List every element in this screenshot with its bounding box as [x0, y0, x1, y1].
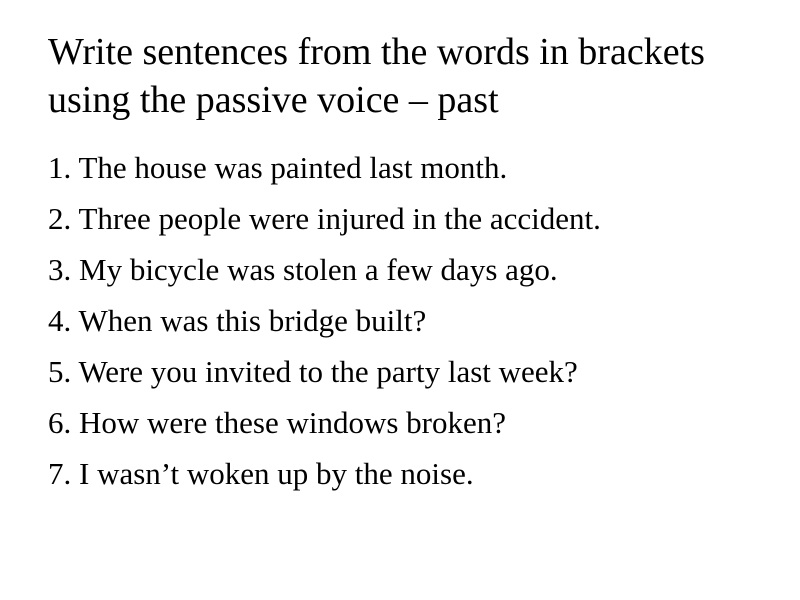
sentence-item-3: 3. My bicycle was stolen a few days ago.: [48, 252, 558, 287]
slide-title: Write sentences from the words in brackets using the passive voice – past: [48, 31, 705, 121]
sentence-list: [48, 142, 778, 499]
sentence-item-2: 2. Three people were injured in the accident.: [48, 201, 601, 236]
sentence-item-1: 1. The house was painted last month.: [48, 150, 508, 185]
sentence-item-6: 6. How were these windows broken?: [48, 405, 506, 440]
sentence-item-5: 5. Were you invited to the party last week?: [48, 354, 578, 389]
sentence-item-4: 4. When was this bridge built?: [48, 303, 427, 338]
sentence-item-7: 7. I wasn’t woken up by the noise.: [48, 456, 474, 491]
